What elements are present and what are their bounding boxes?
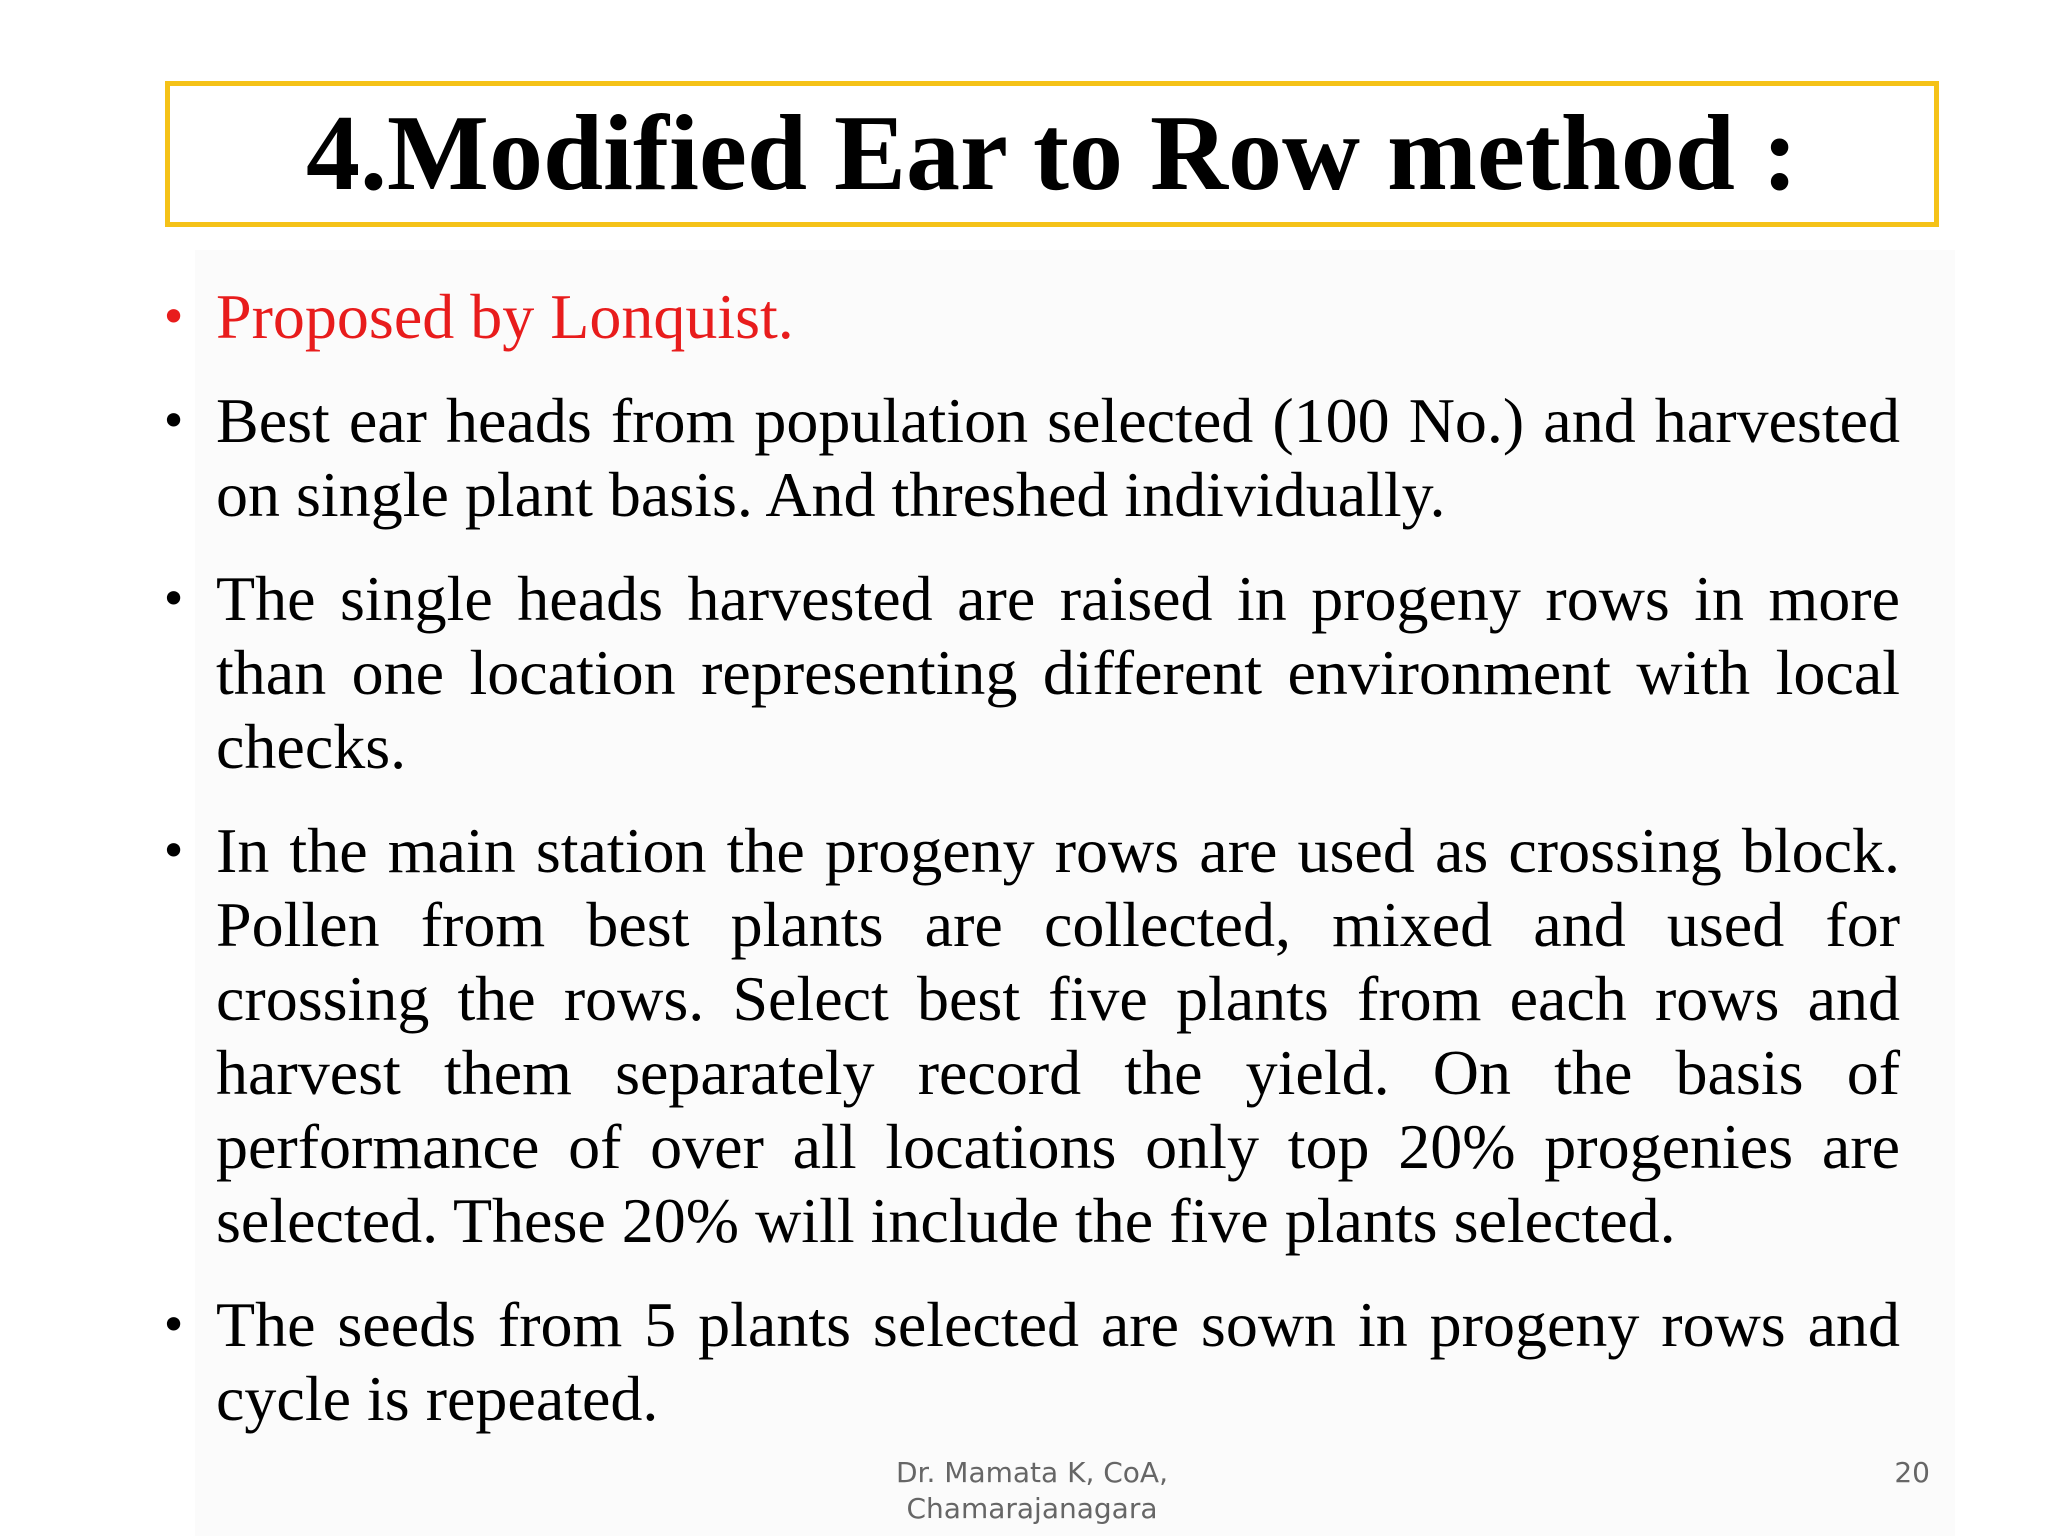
bullet-item	[160, 1288, 1900, 1436]
bullet-list	[160, 280, 1900, 1466]
bullet-dot-icon: •	[160, 394, 188, 448]
bullet-dot-icon: •	[160, 572, 188, 626]
bullet-text: The seeds from 5 plants selected are sown in progeny rows and cycle is repeated.	[216, 1289, 1900, 1434]
slide-title: 4.Modified Ear to Row method :	[306, 94, 1798, 213]
title-box	[165, 81, 1939, 227]
bullet-text: Proposed by Lonquist.	[216, 281, 794, 352]
bullet-item	[160, 562, 1900, 784]
slide-footer: Dr. Mamata K, CoA, Chamarajanagara	[896, 1456, 1168, 1525]
bullet-dot-icon: •	[160, 1298, 188, 1352]
bullet-dot-icon: •	[160, 824, 188, 878]
bullet-item	[160, 814, 1900, 1258]
page-number: 20	[1894, 1456, 1930, 1489]
bullet-dot-icon: •	[160, 290, 188, 344]
bullet-text: In the main station the progeny rows are used as crossing block. Pollen from best plants are collected, mixed and used for crossing the rows. Select best five plants from each rows and harvest them separately record the yield. On the basis of performance of over all locations only top 20% progenies are selected. These 20% will include the five plants selected.	[216, 815, 1900, 1256]
bullet-item	[160, 280, 1900, 354]
bullet-item	[160, 384, 1900, 532]
bullet-text: Best ear heads from population selected (100 No.) and harvested on single plant basis. And threshed individually.	[216, 385, 1900, 530]
bullet-text: The single heads harvested are raised in progeny rows in more than one location representing different environment with local checks.	[216, 563, 1900, 782]
